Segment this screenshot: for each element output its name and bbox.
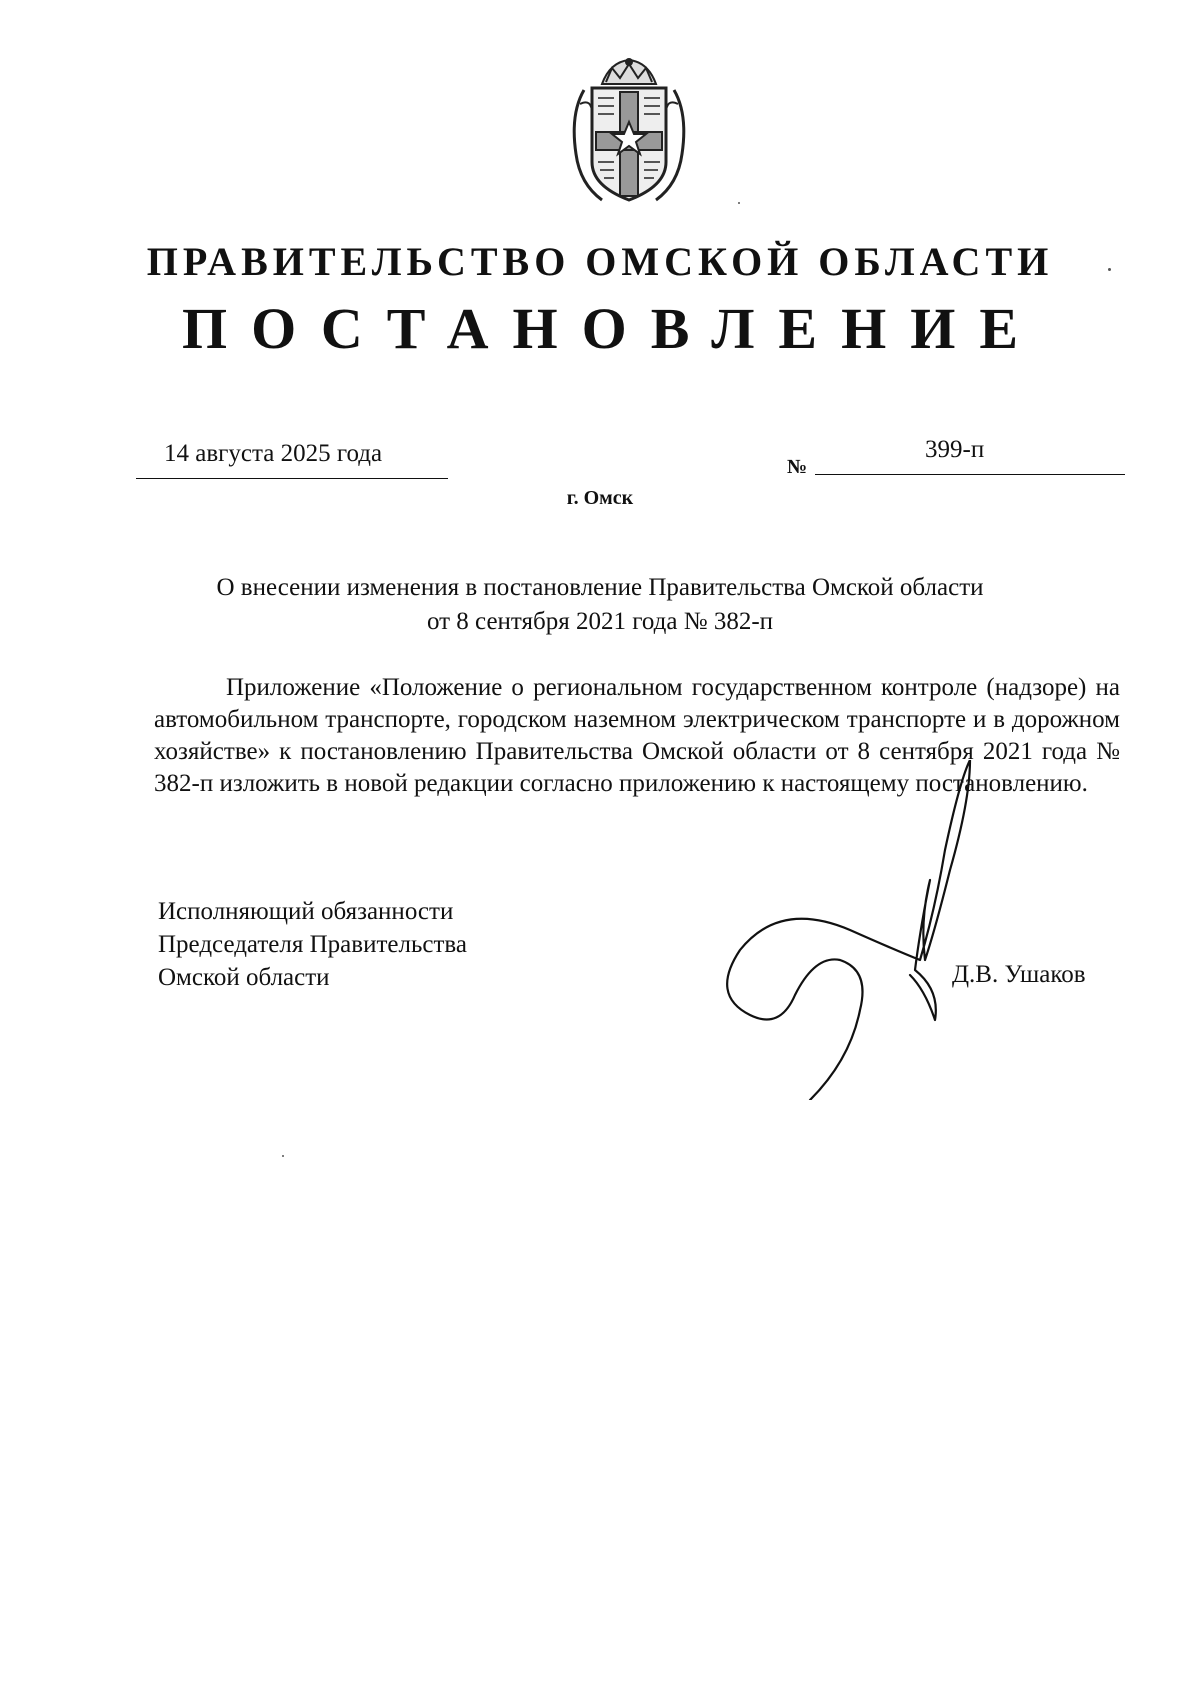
signer-position-line: Председателя Правительства (158, 931, 467, 958)
document-type-title: ПОСТАНОВЛЕНИЕ (181, 296, 1043, 361)
handwritten-signature (720, 760, 1000, 1100)
signer-name: Д.В. Ушаков (952, 961, 1086, 988)
subject-line: О внесении изменения в постановление Правительства Омской области (216, 574, 984, 601)
scan-speck (738, 202, 740, 204)
signer-position (158, 895, 467, 994)
scan-speck (282, 1155, 284, 1157)
signer-position-line: Исполняющий обязанности (158, 898, 454, 925)
scan-speck (1108, 268, 1111, 271)
subject-line: от 8 сентября 2021 года № 382-п (426, 608, 774, 635)
number-field (815, 432, 1125, 475)
document-number: 399-п (925, 436, 985, 463)
number-sign: № (787, 456, 808, 478)
date-field (136, 436, 448, 479)
document-subject (140, 571, 1060, 639)
body-paragraph: Приложение «Положение о региональном государственном контроле (надзоре) на автомобильном транспорте, городском наземном электрическом транспорте и в дорожном хозяйстве» к постановлению Правительства Омской области от 8 сентября 2021 года № 382-п изложить в новой редакции согласно приложению к настоящему постановлению. (154, 674, 1120, 797)
coat-of-arms-icon (562, 54, 696, 206)
document-date: 14 августа 2025 года (164, 440, 383, 467)
city: г. Омск (566, 487, 634, 509)
signer-position-line: Омской области (158, 964, 330, 991)
organization-title: ПРАВИТЕЛЬСТВО ОМСКОЙ ОБЛАСТИ (146, 239, 1054, 284)
